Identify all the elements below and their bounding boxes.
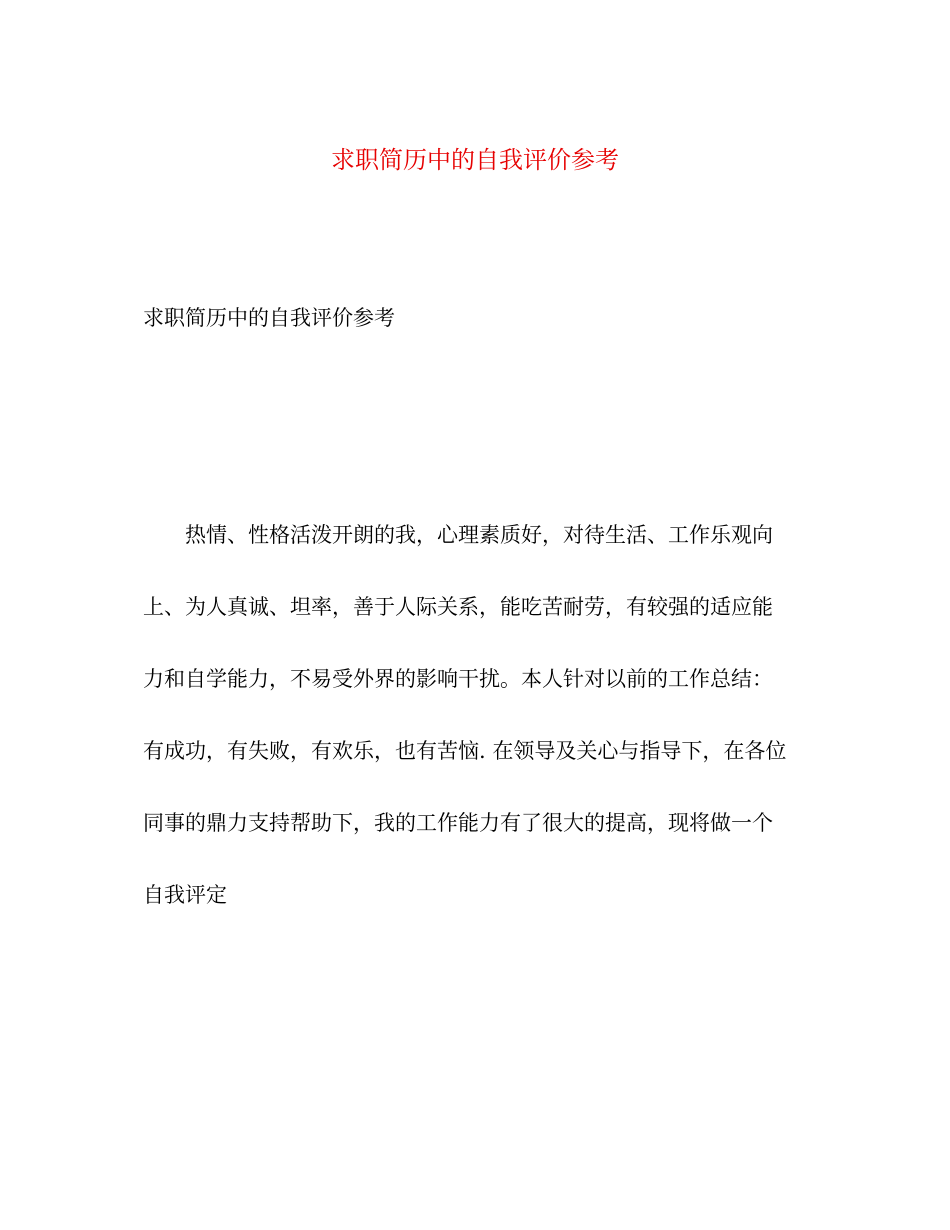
document-subtitle: 求职简历中的自我评价参考 [143, 306, 395, 330]
body-line-1: 热情、性格活泼开朗的我，心理素质好，对待生活、工作乐观向 [185, 523, 773, 547]
body-line-6: 自我评定 [143, 883, 227, 907]
body-line-5: 同事的鼎力支持帮助下，我的工作能力有了很大的提高，现将做一个 [143, 811, 773, 835]
body-line-3: 力和自学能力，不易受外界的影响干扰。本人针对以前的工作总结： [143, 667, 773, 691]
body-line-2: 上、为人真诚、坦率，善于人际关系，能吃苦耐劳，有较强的适应能 [143, 595, 773, 619]
body-paragraph [143, 517, 815, 949]
document-title: 求职简历中的自我评价参考 [331, 146, 619, 174]
body-line-4: 有成功，有失败，有欢乐，也有苦恼. 在领导及关心与指导下，在各位 [143, 739, 787, 763]
